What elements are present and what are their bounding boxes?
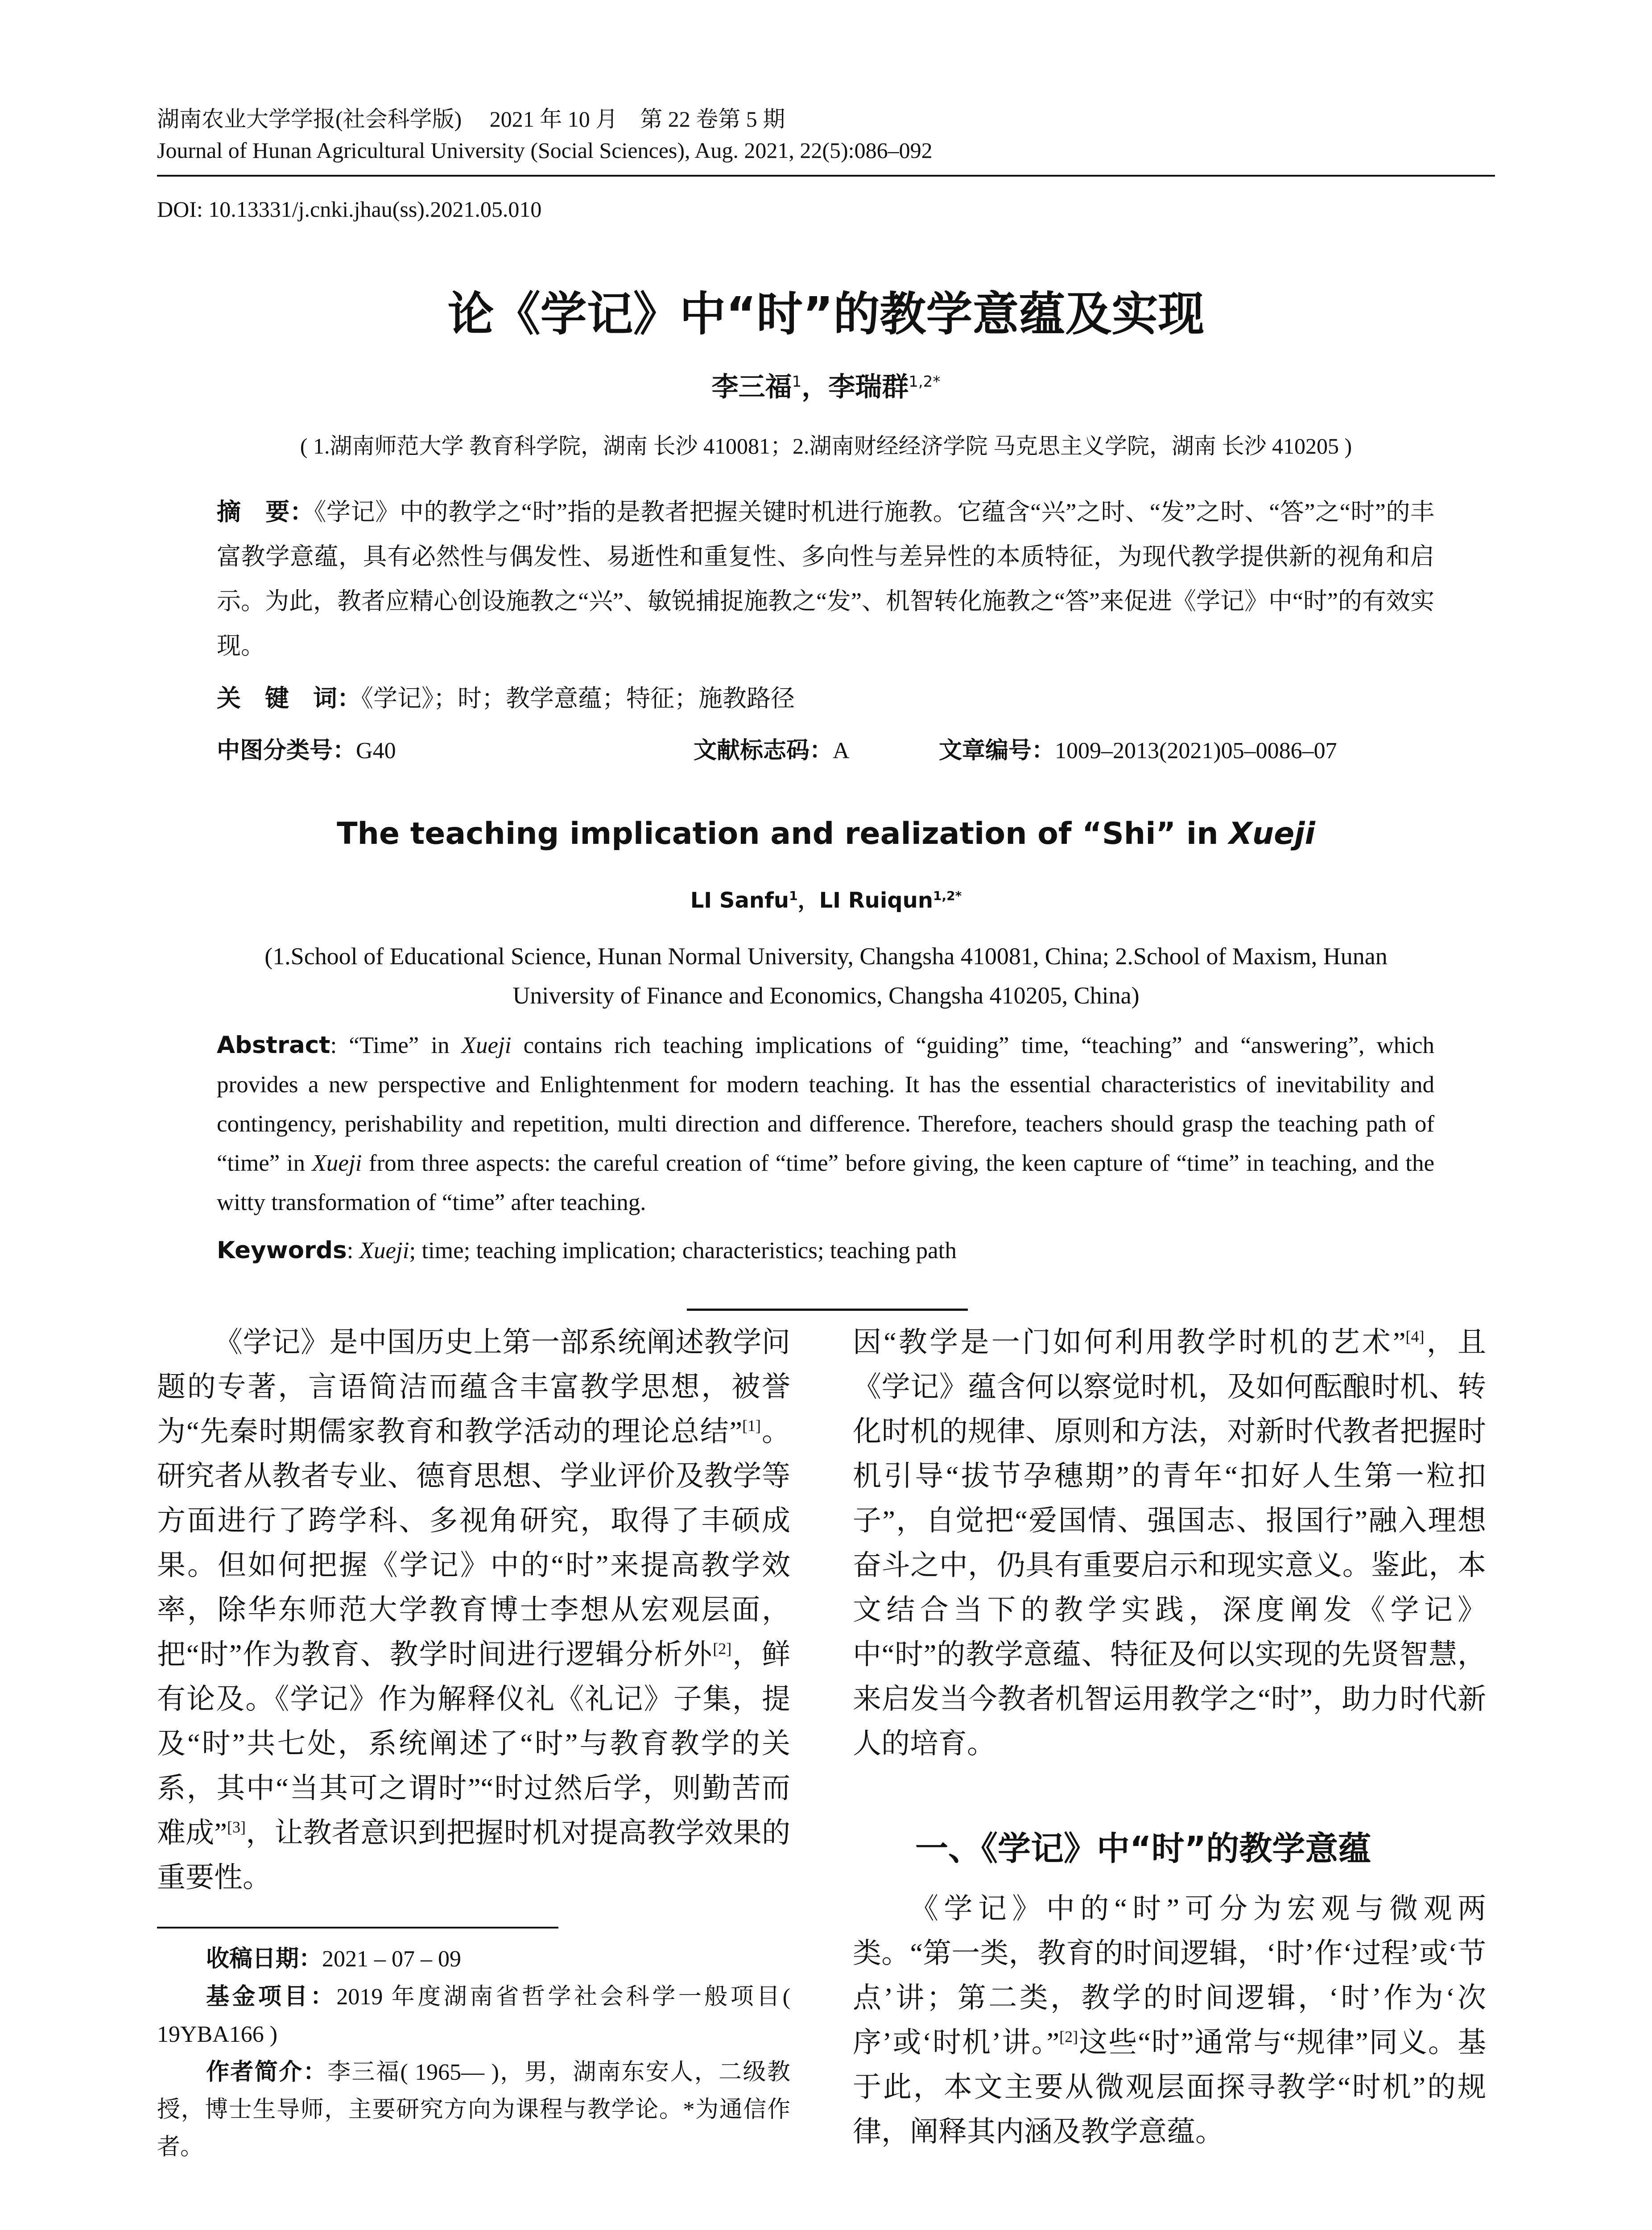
body-paragraph <box>157 1320 790 1900</box>
abstract-label-cn: 摘 要： <box>217 498 314 526</box>
body-right-column <box>853 1320 1486 1766</box>
journal-header <box>157 103 1495 166</box>
article-number <box>939 731 1337 765</box>
author-1-affil: 1 <box>792 373 802 391</box>
body-paragraph <box>853 1887 1486 2154</box>
citation-3: [3] <box>227 1818 246 1836</box>
document-code <box>694 731 850 765</box>
journal-name-cn: 湖南农业大学学报(社会科学版) 2021 年 10 月 第 22 卷第 5 期 <box>157 107 785 132</box>
body-text: 《学记》是中国历史上第一部系统阐述教学问题的专著，言语简洁而蕴含丰富教学思想，被誉为“先秦时期儒家教育和教学活动的理论总结” <box>157 1326 790 1447</box>
title-en-italic: Xueji <box>1229 816 1315 851</box>
body-text: 因“教学是一门如何利用教学时机的艺术” <box>853 1326 1406 1358</box>
bio-value: 李三福( 1965— )，男，湖南东安人，二级教授，博士生导师，主要研究方向为课程与教学论。*为通信作者。 <box>157 2060 790 2160</box>
author-1-en-affil: 1 <box>789 888 798 903</box>
keywords-cn <box>217 676 1434 721</box>
article-number-label: 文章编号： <box>939 737 1055 764</box>
paper-title-cn: 论《学记》中“时”的教学意蕴及实现 <box>447 287 1205 341</box>
citation-2: [2] <box>713 1639 732 1658</box>
header-rule <box>157 175 1495 177</box>
fund-value: 2019 年度湖南省哲学社会科学一般项目( 19YBA166 ) <box>157 1984 790 2047</box>
body-left-column <box>157 1320 790 1900</box>
citation-4: [4] <box>1405 1327 1425 1346</box>
affiliation-en: (1.School of Educational Science, Hunan Normal University, Changsha 410081, China; 2.School of Maxism, Hunan University of Finance and Economics, Changsha 410205, China) <box>264 943 1388 1009</box>
keywords-label-cn: 关 键 词： <box>217 684 361 712</box>
received-value: 2021 – 07 – 09 <box>322 1946 462 1972</box>
body-text: ，鲜有论及。《学记》作为解释仪礼《礼记》子集，提及“时”共七处，系统阐述了“时”与教育教学的关系，其中“当其可之谓时”“时过然后学，则勤苦而难成” <box>157 1639 791 1849</box>
keywords-text-cn: 《学记》；时；教学意蕴；特征；施教路径 <box>361 685 795 712</box>
clc-label: 中图分类号： <box>217 737 356 764</box>
abstract-en-part-1: : “Time” in <box>330 1032 462 1058</box>
author-2: 李瑞群 <box>828 372 909 403</box>
abstract-cn <box>217 490 1434 668</box>
keywords-en <box>217 1231 1434 1270</box>
authors-cn <box>0 366 1652 404</box>
fund-label: 基金项目： <box>206 1983 337 2010</box>
body-paragraph <box>853 1320 1486 1766</box>
body-text: 《学记》中的“时”可分为宏观与微观两类。“第一类，教育的时间逻辑，‘时’作‘过程’或‘节点’讲；第二类，教学的时间逻辑，‘时’作为‘次序’或‘时机’讲。” <box>853 1893 1486 2058</box>
body-text: ，且《学记》蕴含何以察觉时机，及如何酝酿时机、转化时机的规律、原则和方法，对新时代教者把握时机引导“拔节孕穗期”的青年“扣好人生第一粒扣子”，自觉把“爱国情、强国志、报国行”融入理想奋斗之中，仍具有重要启示和现实意义。鉴此，本文结合当下的教学实践，深度阐发《学记》中“时”的教学意蕴、特征及何以实现的先贤智慧，来启发当今教者机智运用教学之“时”，助力时代新人的培育。 <box>853 1326 1487 1759</box>
abstract-text-cn: 《学记》中的教学之“时”指的是教者把握关键时机进行施教。它蕴含“兴”之时、“发”之时、“答”之“时”的丰富教学意蕴，具有必然性与偶发性、易逝性和重复性、多向性与差异性的本质特征，为现代教学提供新的视角和启示。为此，教者应精心创设施教之“兴”、敏锐捕捉施教之“发”、机智转化施教之“答”来促进《学记》中“时”的有效实现。 <box>217 499 1435 659</box>
author-1: 李三福 <box>711 372 792 403</box>
article-number-value: 1009–2013(2021)05–0086–07 <box>1055 738 1337 764</box>
doc-code-label: 文献标志码： <box>694 737 833 764</box>
keywords-label-en: Keywords <box>217 1237 347 1264</box>
journal-name-en: Journal of Hunan Agricultural University (Social Sciences), Aug. 2021, 22(5):086–092 <box>157 138 933 163</box>
body-text: 。研究者从教者专业、德育思想、学业评价及教学等方面进行了跨学科、多视角研究，取得了丰硕成果。但如何把握《学记》中的“时”来提高教学效率，除华东师范大学教育博士李想从宏观层面，把“时”作为教育、教学时间进行逻辑分析外 <box>157 1416 791 1670</box>
keywords-en-xueji: Xueji <box>359 1238 409 1264</box>
received-date <box>157 1940 790 1978</box>
abstract-en-xueji-1: Xueji <box>461 1032 512 1058</box>
section-1-body <box>853 1887 1486 2154</box>
author-2-en: LI Ruiqun <box>819 888 933 913</box>
bio-label: 作者简介： <box>206 2059 328 2085</box>
author-2-en-affil: 1,2* <box>933 888 962 903</box>
author-bio <box>157 2053 790 2166</box>
abstract-label-en: Abstract <box>217 1032 330 1059</box>
authors-en <box>0 883 1652 914</box>
received-label: 收稿日期： <box>206 1945 322 1972</box>
citation-1: [1] <box>742 1416 761 1435</box>
affiliation-cn: ( 1.湖南师范大学 教育科学院，湖南 长沙 410081；2.湖南财经经济学院 马克思主义学院，湖南 长沙 410205 ) <box>300 434 1352 458</box>
title-en-main: The teaching implication and realization of “Shi” in <box>337 816 1229 851</box>
body-text: ，让教者意识到把握时机对提高教学效果的重要性。 <box>157 1817 791 1893</box>
abstract-en-part-2: contains rich teaching implications of “guiding” time, “teaching” and “answering”, which provides a new perspective and Enlightenment for modern teaching. It has the essential characteristics of inevitability and contingency, perishability and repetition, multi direction and difference. Therefore, teachers should grasp the teaching path of “time” in <box>217 1032 1435 1176</box>
abstract-divider <box>687 1309 968 1311</box>
author-2-affil: 1,2* <box>909 373 941 391</box>
body-text: 这些“时”通常与“规律”同义。基于此，本文主要从微观层面探寻教学“时机”的规律，阐释其内涵及教学意蕴。 <box>853 2027 1487 2147</box>
author-1-en: LI Sanfu <box>690 888 789 913</box>
author-separator-en: ， <box>797 888 819 913</box>
doc-code-value: A <box>833 738 850 764</box>
citation-2: [2] <box>1059 2028 1078 2046</box>
abstract-en-part-3: from three aspects: the careful creation of “time” before giving, the keen capture of “time” in teaching, and the witty transformation of “time” after teaching. <box>217 1150 1434 1215</box>
fund-info <box>157 1978 790 2053</box>
paper-title-en <box>0 816 1652 851</box>
keywords-en-text: ; time; teaching implication; characteristics; teaching path <box>409 1238 957 1264</box>
footnotes <box>157 1940 790 2166</box>
abstract-en <box>217 1026 1434 1222</box>
section-heading: 一、《学记》中“时”的教学意蕴 <box>915 1829 1371 1868</box>
footnote-rule <box>157 1927 558 1929</box>
doi: DOI: 10.13331/j.cnki.jhau(ss).2021.05.010 <box>157 197 542 222</box>
author-separator: ， <box>801 372 829 403</box>
abstract-en-xueji-2: Xueji <box>312 1150 362 1176</box>
keywords-en-colon: : <box>347 1238 359 1264</box>
clc-value: G40 <box>356 738 396 764</box>
clc-number <box>217 731 396 765</box>
